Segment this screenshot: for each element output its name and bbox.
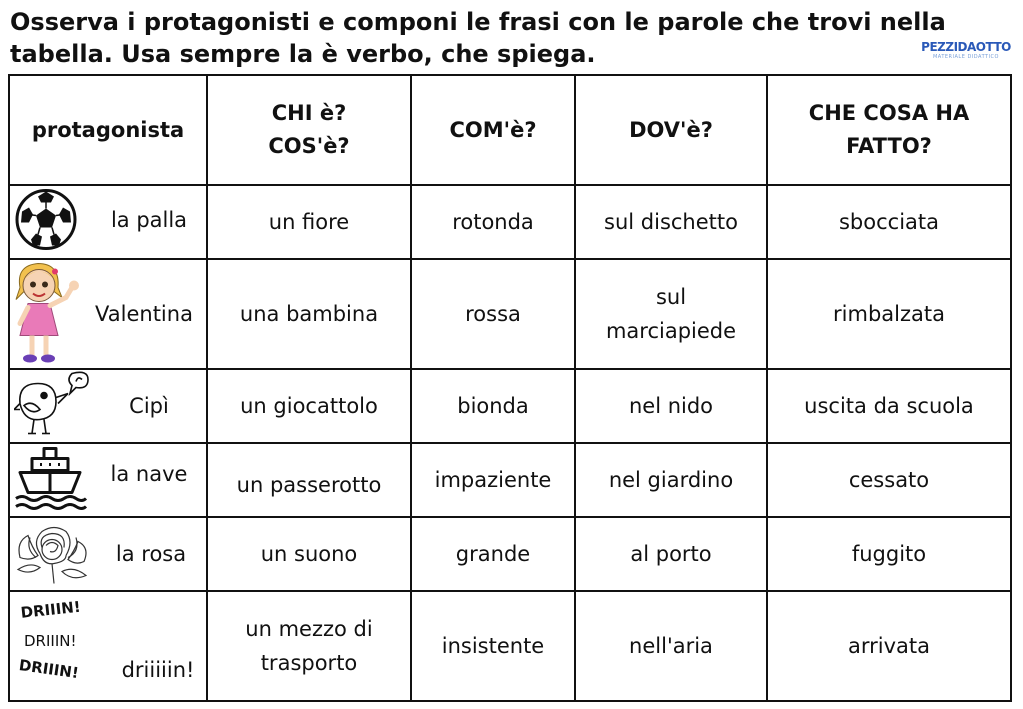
table-row [9, 591, 1011, 701]
driin-mid: DRIIIN! [24, 632, 77, 650]
protagonist-name: Cipì [129, 394, 169, 418]
logo-subtitle: MATERIALE DIDATTICO [932, 54, 999, 60]
dove-line1: sul [655, 285, 687, 309]
protagonist-cell [9, 591, 207, 701]
header-fatto [767, 75, 1011, 185]
header-chi-line1: CHI è? [271, 101, 347, 125]
protagonist-cell [9, 369, 207, 443]
fatto-cell: sbocciata [767, 185, 1011, 259]
header-chi-line2: COS'è? [268, 134, 350, 158]
fatto-cell: rimbalzata [767, 259, 1011, 369]
table-row [9, 185, 1011, 259]
header-fatto-line1: CHE COSA HA [808, 101, 970, 125]
fatto-cell: cessato [767, 443, 1011, 517]
come-cell: impaziente [411, 443, 575, 517]
table-header-row [9, 75, 1011, 185]
header-chi [207, 75, 411, 185]
girl-waving-icon [10, 258, 90, 371]
dove-cell: nel nido [575, 369, 767, 443]
protagonist-name: la nave [110, 462, 188, 486]
protagonist-cell [9, 185, 207, 259]
soccer-ball-icon [14, 188, 78, 257]
protagonist-name: la rosa [115, 542, 187, 566]
ship-icon [14, 445, 88, 516]
come-cell: bionda [411, 369, 575, 443]
table-row [9, 369, 1011, 443]
table-row [9, 443, 1011, 517]
logo-brand: PEZZIDAOTTO [921, 40, 1011, 54]
chi-cell: un passerotto [207, 443, 411, 517]
fatto-cell: uscita da scuola [767, 369, 1011, 443]
header-fatto-line2: FATTO? [846, 134, 932, 158]
chi-cell: un giocattolo [207, 369, 411, 443]
protagonist-cell [9, 443, 207, 517]
dove-cell: nel giardino [575, 443, 767, 517]
dove-cell: al porto [575, 517, 767, 591]
driin-top: DRIIIN! [19, 597, 82, 622]
publisher-logo [918, 40, 1014, 70]
chi-line2: trasporto [260, 651, 358, 675]
chi-cell: una bambina [207, 259, 411, 369]
header-dove: DOV'è? [575, 75, 767, 185]
instruction-line-1: Osserva i protagonisti e componi le frasi con le parole che trovi nella [10, 8, 946, 36]
come-cell: rossa [411, 259, 575, 369]
protagonist-name: Valentina [95, 302, 193, 326]
fatto-cell: arrivata [767, 591, 1011, 701]
driin-bottom: DRIIIN! [17, 656, 80, 683]
table-row [9, 259, 1011, 369]
chi-cell [207, 591, 411, 701]
rose-icon [14, 518, 90, 591]
come-cell: rotonda [411, 185, 575, 259]
header-come: COM'è? [411, 75, 575, 185]
instruction-text [10, 6, 970, 70]
dove-cell: nell'aria [575, 591, 767, 701]
table-row [9, 517, 1011, 591]
protagonist-cell [9, 517, 207, 591]
come-cell: grande [411, 517, 575, 591]
dove-cell [575, 259, 767, 369]
header-protagonista: protagonista [9, 75, 207, 185]
bell-ringing-text-icon [17, 597, 110, 686]
bird-icon [14, 370, 94, 443]
protagonist-cell [9, 259, 207, 369]
chi-cell: un fiore [207, 185, 411, 259]
fatto-cell: fuggito [767, 517, 1011, 591]
protagonist-name: driiiiin! [121, 658, 195, 682]
protagonist-name: la palla [110, 208, 188, 232]
chi-line1: un mezzo di [245, 617, 373, 641]
instruction-line-2: tabella. Usa sempre la è verbo, che spiega. [10, 40, 596, 68]
chi-cell: un suono [207, 517, 411, 591]
dove-cell: sul dischetto [575, 185, 767, 259]
dove-line2: marciapiede [605, 319, 737, 343]
exercise-table [8, 74, 1012, 702]
come-cell: insistente [411, 591, 575, 701]
